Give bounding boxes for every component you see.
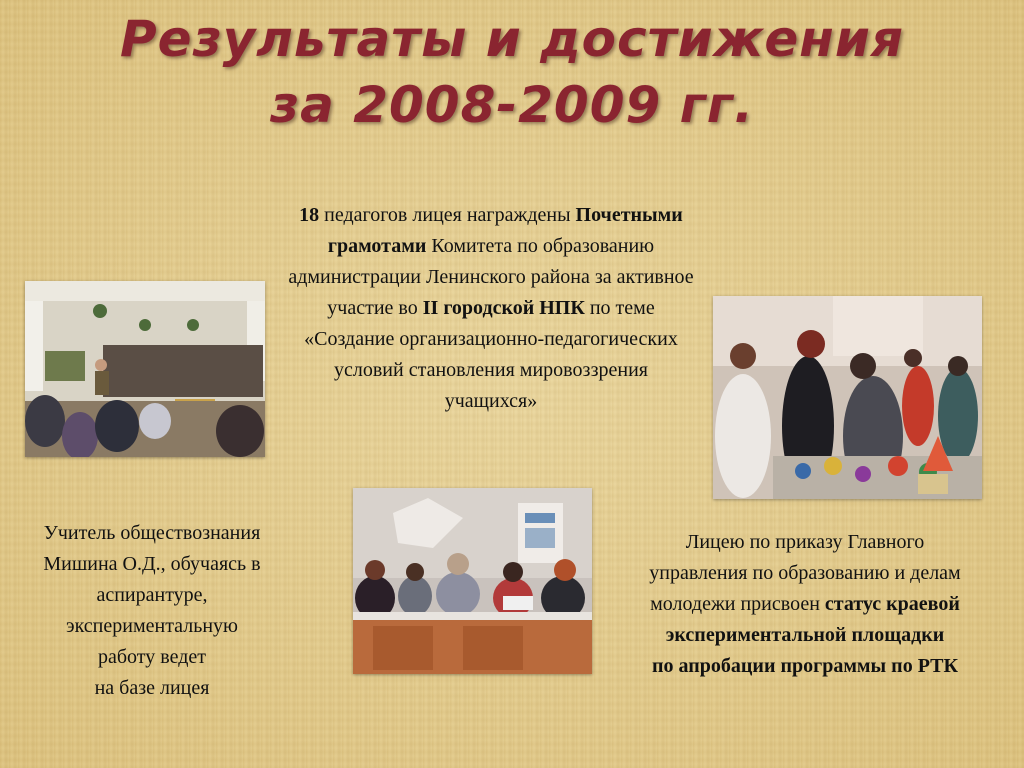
right-text-line-3-plain: молодежи присвоен <box>650 593 825 615</box>
center-text-bold-2: II городской НПК <box>422 297 585 319</box>
center-text-part-2: Комитета по образованию администрации Ленинского района за активное участие во <box>288 235 694 319</box>
center-text-part-3: по теме «Создание организационно-педагогических условий становления мировоззрения учащихся» <box>304 297 678 412</box>
meeting-photo <box>353 488 592 674</box>
award-count: 18 <box>299 204 320 226</box>
left-text-line: экспериментальную <box>66 615 238 637</box>
exhibition-photo-image <box>713 296 982 499</box>
slide-title <box>0 6 1024 138</box>
left-text-line: работу ведет <box>98 646 206 668</box>
left-text-line: Учитель обществознания <box>43 522 261 544</box>
right-text-line-5 <box>596 651 1014 682</box>
right-text-block <box>596 527 1014 682</box>
right-text-line-4-bold: экспериментальной площадки <box>665 624 945 646</box>
right-text-line-3 <box>596 589 1014 620</box>
right-text-line-4 <box>596 620 1014 651</box>
exhibition-photo <box>713 296 982 499</box>
title-line-2: за 2008-2009 гг. <box>270 76 754 134</box>
classroom-photo <box>25 281 265 457</box>
right-text-line-5-bold: по апробации программы по РТК <box>651 655 958 677</box>
meeting-photo-image <box>353 488 592 674</box>
center-text-bold-1: Почетными грамотами <box>327 204 683 257</box>
left-text-line: Мишина О.Д., обучаясь в <box>43 553 261 575</box>
left-text-line: на базе лицея <box>94 677 210 699</box>
right-text-line-2: управления по образованию и делам <box>649 562 961 584</box>
center-text-block <box>286 200 696 417</box>
classroom-photo-image <box>25 281 265 457</box>
left-text-line: аспирантуре, <box>96 584 208 606</box>
left-text-block <box>0 518 304 704</box>
right-text-line-1: Лицею по приказу Главного <box>685 531 925 553</box>
right-text-line-3-bold: статус краевой <box>824 593 960 615</box>
center-text-part-1: педагогов лицея награждены <box>319 204 576 226</box>
title-line-1: Результаты и достижения <box>120 10 904 68</box>
